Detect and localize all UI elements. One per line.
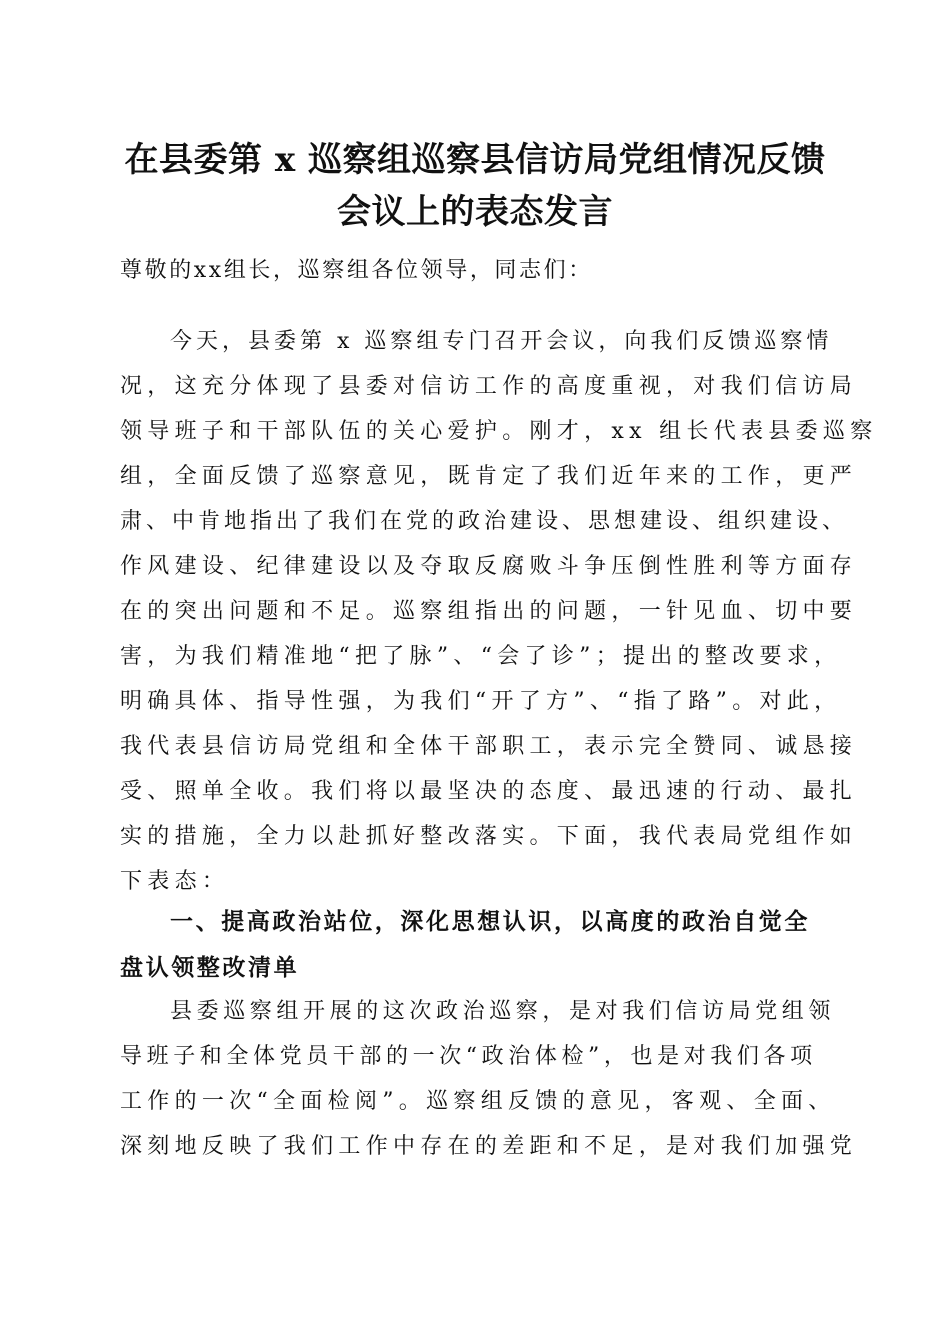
- paragraph1-line: 受、照单全收。我们将以最坚决的态度、最迅速的行动、最扎: [120, 779, 858, 804]
- paragraph1-line: 作风建设、纪律建设以及夺取反腐败斗争压倒性胜利等方面存: [120, 554, 858, 579]
- section-heading-line: 一、提高政治站位，深化思想认识，以高度的政治自觉全: [170, 909, 810, 935]
- document-title-line-1: 在县委第 x 巡察组巡察县信访局党组情况反馈: [124, 140, 826, 180]
- paragraph1-line: 害，为我们精准地“把了脉”、“会了诊”；提出的整改要求，: [120, 644, 842, 669]
- salutation: 尊敬的xx组长，巡察组各位领导，同志们：: [120, 258, 593, 283]
- paragraph1-line: 领导班子和干部队伍的关心爱护。刚才，xx 组长代表县委巡察: [120, 419, 878, 444]
- paragraph2-line: 县委巡察组开展的这次政治巡察，是对我们信访局党组领: [170, 999, 836, 1024]
- paragraph1-line: 下表态：: [120, 869, 230, 894]
- document-title-line-2: 会议上的表态发言: [337, 192, 613, 232]
- paragraph1-line: 肃、中肯地指出了我们在党的政治建设、思想建设、组织建设、: [120, 509, 849, 534]
- paragraph2-line: 导班子和全体党员干部的一次“政治体检”，也是对我们各项: [120, 1044, 817, 1069]
- paragraph1-line: 况，这充分体现了县委对信访工作的高度重视，对我们信访局: [120, 374, 858, 399]
- paragraph1-line: 组，全面反馈了巡察意见，既肯定了我们近年来的工作，更严: [120, 464, 858, 489]
- paragraph2-line: 工作的一次“全面检阅”。巡察组反馈的意见，客观、全面、: [120, 1089, 836, 1114]
- paragraph1-line: 明确具体、指导性强，为我们“开了方”、“指了路”。对此，: [120, 689, 842, 714]
- paragraph1-line: 今天，县委第 x 巡察组专门召开会议，向我们反馈巡察情: [170, 329, 833, 354]
- paragraph2-line: 深刻地反映了我们工作中存在的差距和不足，是对我们加强党: [120, 1134, 858, 1159]
- paragraph1-line: 实的措施，全力以赴抓好整改落实。下面，我代表局党组作如: [120, 824, 858, 849]
- paragraph1-line: 在的突出问题和不足。巡察组指出的问题，一针见血、切中要: [120, 599, 858, 624]
- paragraph1-line: 我代表县信访局党组和全体干部职工，表示完全赞同、诚恳接: [120, 734, 858, 759]
- section-heading-line: 盘认领整改清单: [120, 955, 300, 981]
